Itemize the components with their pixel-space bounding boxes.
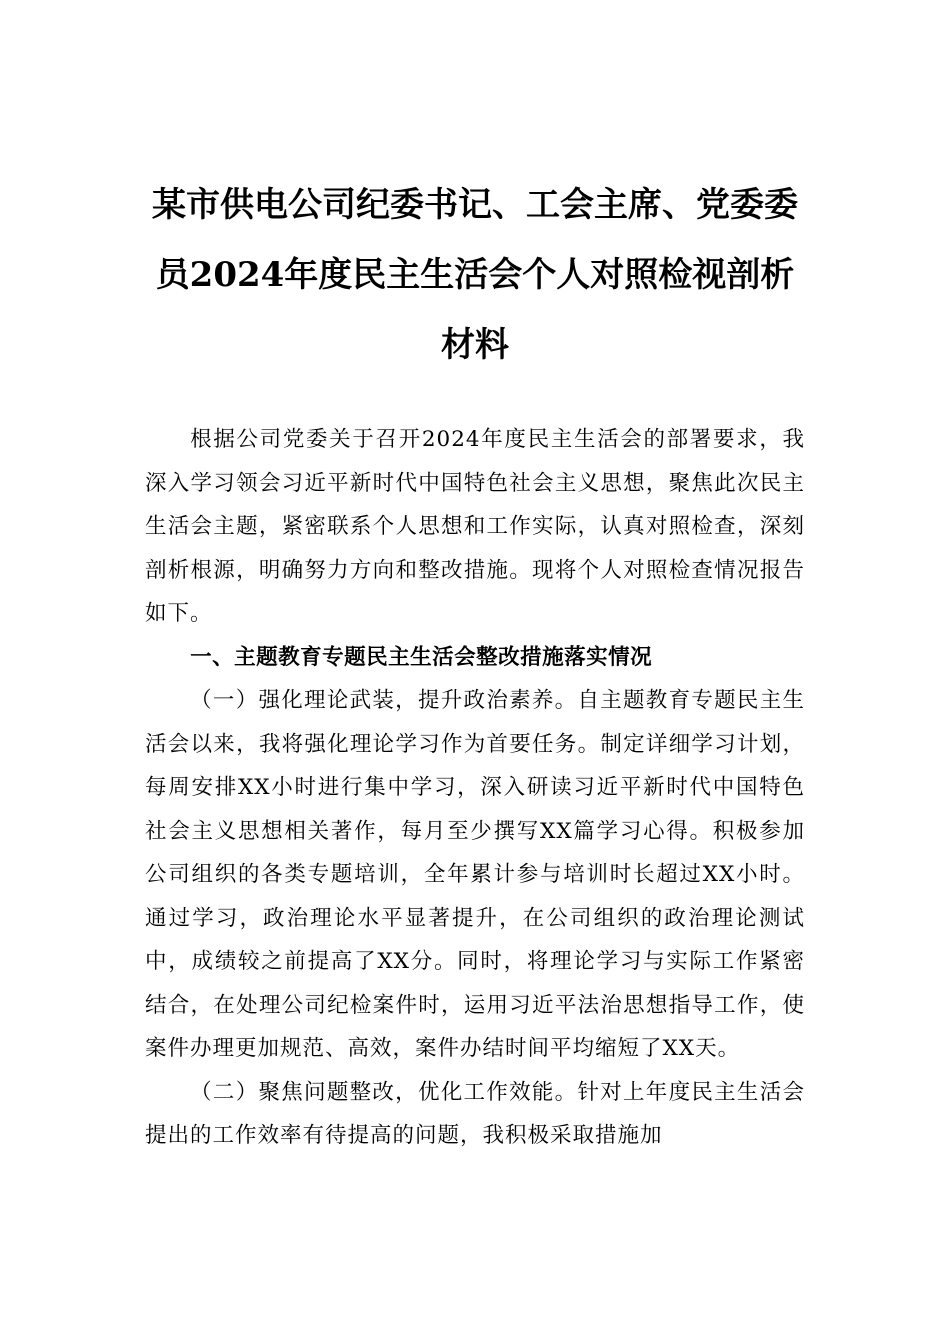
subsection-paragraph-1: （一）强化理论武装，提升政治素养。自主题教育专题民主生活会以来，我将强化理论学习作为首要任务。制定详细学习计划，每周安排XX小时进行集中学习，深入研读习近平新时代中国特色社会主义思想相关著作，每月至少撰写XX篇学习心得。积极参加公司组织的各类专题培训，全年累计参与培训时长超过XX小时。通过学习，政治理论水平显著提升，在公司组织的政治理论测试中，成绩较之前提高了XX分。同时，将理论学习与实际工作紧密结合，在处理公司纪检案件时，运用习近平法治思想指导工作，使案件办理更加规范、高效，案件办结时间平均缩短了XX天。 xyxy=(145,688,805,1061)
intro-paragraph: 根据公司党委关于召开2024年度民主生活会的部署要求，我深入学习领会习近平新时代中国特色社会主义思想，聚焦此次民主生活会主题，紧密联系个人思想和工作实际，认真对照检查，深刻剖析根源，明确努力方向和整改措施。现将个人对照检查情况报告如下。 xyxy=(145,427,805,626)
subsection-paragraph-2: （二）聚焦问题整改，优化工作效能。针对上年度民主生活会提出的工作效率有待提高的问题，我积极采取措施加 xyxy=(145,1079,805,1148)
section-heading: 一、主题教育专题民主生活会整改措施落实情况 xyxy=(190,644,653,670)
document-body xyxy=(145,418,805,1158)
document-title: 某市供电公司纪委书记、工会主席、党委委员2024年度民主生活会个人对照检视剖析材料 xyxy=(152,185,798,365)
